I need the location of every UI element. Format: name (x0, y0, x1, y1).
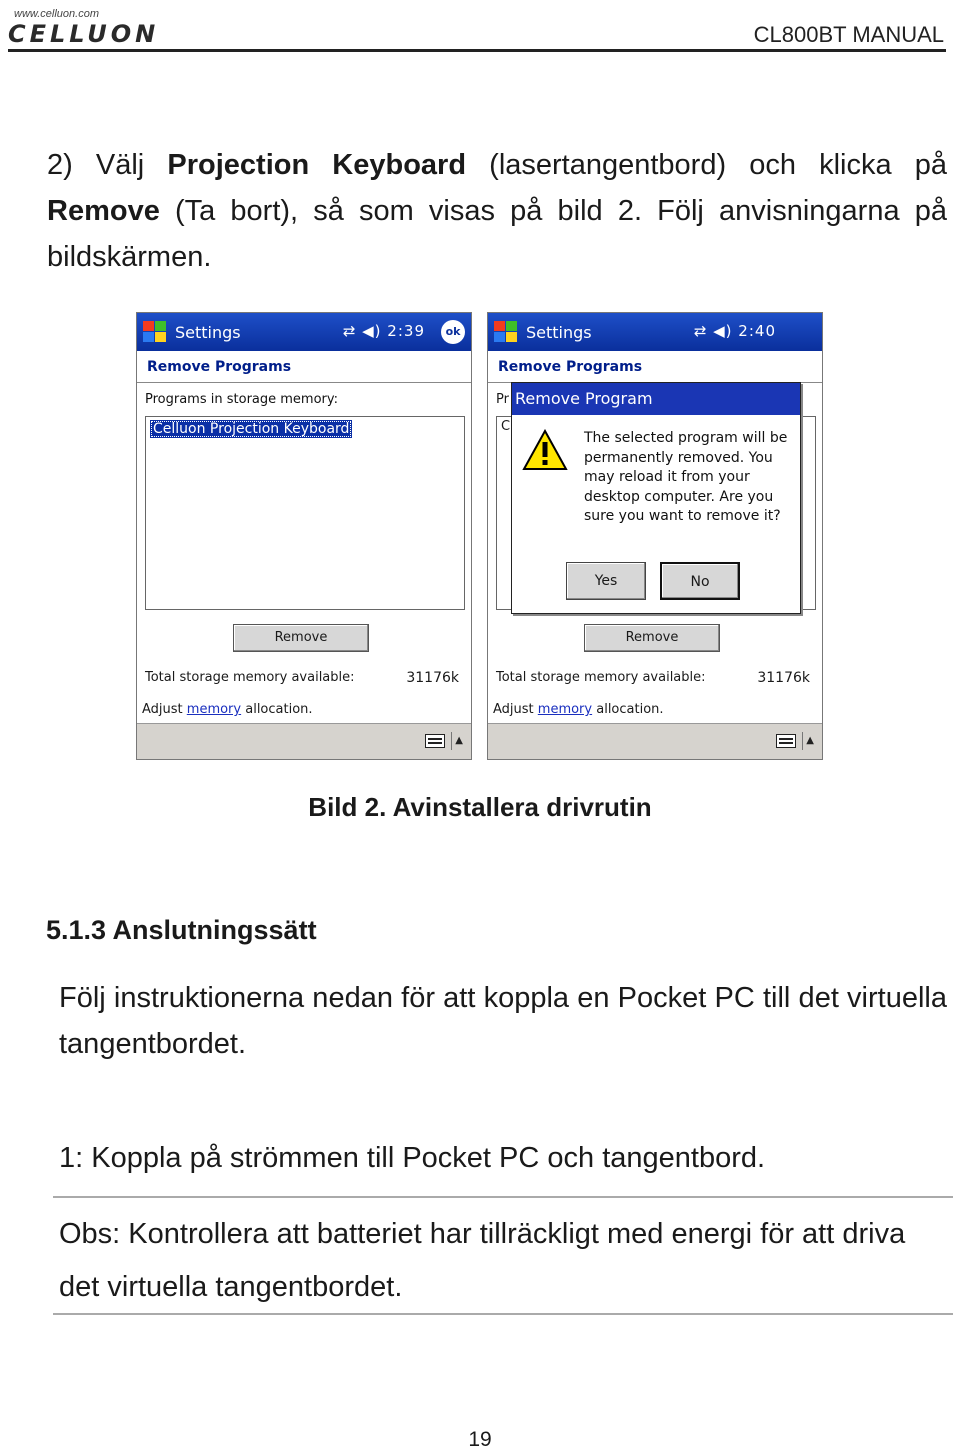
memory-link[interactable]: memory (537, 702, 593, 717)
list-item-selected[interactable]: Celluon Projection Keyboard (150, 420, 352, 438)
taskbar (137, 723, 471, 759)
programs-list[interactable] (145, 416, 465, 610)
connection-paragraph: Följ instruktionerna nedan för att koppla en Pocket PC till det virtuella tangentbordet. (59, 982, 947, 1060)
step-1: 1: Koppla på strömmen till Pocket PC och tangentbord. (59, 1142, 766, 1174)
remove-button[interactable]: Remove (233, 624, 369, 652)
page-number: 19 (468, 1428, 492, 1451)
dialog-title: Remove Program (512, 383, 800, 415)
note-divider-top (53, 1196, 953, 1198)
no-button[interactable]: No (660, 562, 740, 600)
screenshot-remove-confirm (487, 312, 823, 760)
total-storage-value: 31176k (406, 670, 459, 686)
page-subheader: Remove Programs (147, 359, 292, 375)
note-divider-bottom (53, 1313, 953, 1315)
para1-bold-remove: Remove (47, 195, 160, 227)
title-text: Settings (175, 323, 241, 342)
taskbar (488, 723, 822, 759)
list-label-partial: Pr (496, 392, 509, 407)
para1-text-1: 2) Välj (47, 149, 168, 181)
header-url: www.celluon.com (14, 8, 99, 20)
windows-flag-icon[interactable] (494, 321, 518, 343)
celluon-logo: CELLUON (8, 20, 160, 48)
manual-title: CL800BT MANUAL (753, 22, 944, 47)
windows-flag-icon[interactable] (143, 321, 167, 343)
list-item-partial: C (501, 419, 511, 434)
sip-arrow-icon[interactable]: ▲ (802, 732, 814, 750)
sip-arrow-icon[interactable]: ▲ (451, 732, 463, 750)
adjust-memory-text (493, 702, 664, 717)
page-subheader: Remove Programs (498, 359, 643, 375)
total-storage-label: Total storage memory available: (496, 670, 706, 685)
adjust-post: allocation. (592, 702, 664, 717)
total-storage-value: 31176k (757, 670, 810, 686)
keyboard-icon[interactable] (776, 734, 796, 748)
total-storage-label: Total storage memory available: (145, 670, 355, 685)
subheader-divider (137, 382, 471, 383)
memory-link[interactable]: memory (186, 702, 242, 717)
warning-icon (522, 429, 568, 471)
screenshot-remove-programs (136, 312, 472, 760)
adjust-pre: Adjust (493, 702, 538, 717)
list-label: Programs in storage memory: (145, 392, 339, 407)
instruction-paragraph (47, 142, 947, 280)
keyboard-icon[interactable] (425, 734, 445, 748)
figure-caption: Bild 2. Avinstallera drivrutin (308, 792, 652, 822)
adjust-memory-text (142, 702, 313, 717)
adjust-pre: Adjust (142, 702, 187, 717)
status-indicators[interactable]: ⇄ ◀) 2:39 (342, 322, 425, 340)
title-text: Settings (526, 323, 592, 342)
note-text: Obs: Kontrollera att batteriet har tillräckligt med energi för att driva det virtuella tangentbordet. (59, 1218, 906, 1303)
dialog-message: The selected program will be permanently removed. You may reload it from your desktop computer. Are you sure you want to remove it? (584, 430, 788, 524)
para1-text-3: (Ta bort), så som visas på bild 2. Följ anvisningarna på bildskärmen. (47, 195, 947, 273)
remove-program-dialog (511, 382, 801, 614)
remove-button[interactable]: Remove (584, 624, 720, 652)
title-bar (488, 313, 822, 351)
header-divider (8, 49, 946, 52)
para1-text-2: (lasertangentbord) och klicka på (466, 149, 947, 181)
yes-button[interactable]: Yes (566, 562, 646, 600)
section-heading: 5.1.3 Anslutningssätt (46, 915, 317, 945)
para1-bold-projection: Projection Keyboard (167, 149, 467, 181)
ok-icon[interactable]: ok (441, 320, 465, 344)
title-bar (137, 313, 471, 351)
status-indicators[interactable]: ⇄ ◀) 2:40 (693, 322, 776, 340)
adjust-post: allocation. (241, 702, 313, 717)
